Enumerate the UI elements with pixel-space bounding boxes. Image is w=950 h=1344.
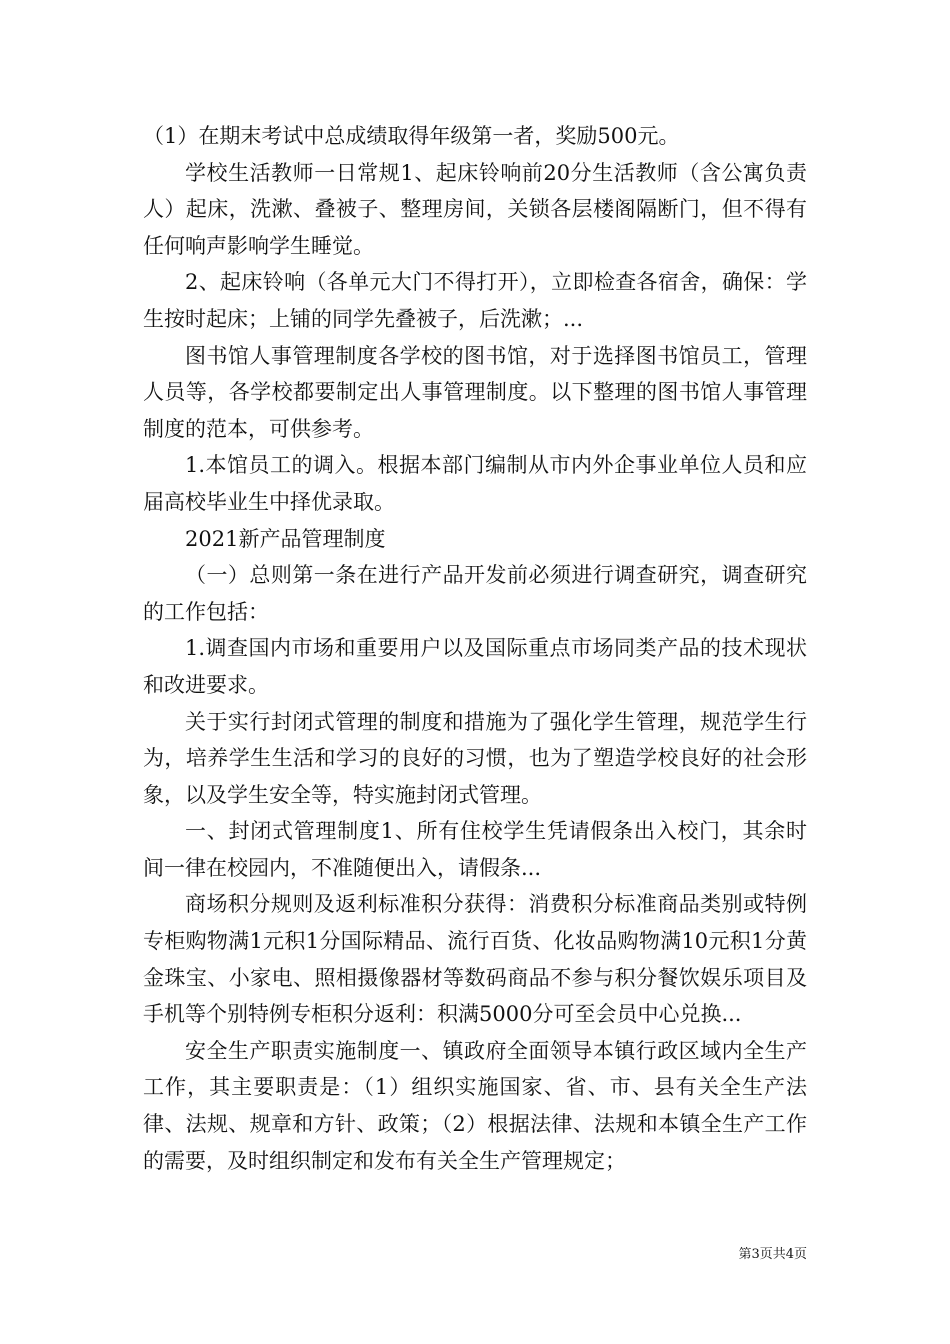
paragraph-dorm-teacher-routine: 学校生活教师一日常规1、起床铃响前20分生活教师（含公寓负责人）起床，洗漱、叠被子、整理房间，关锁各层楼阁隔断门，但不得有任何响声影响学生睡觉。	[143, 160, 807, 258]
paragraph-new-product-title: 2021新产品管理制度	[185, 526, 386, 551]
paragraph-staff-transfer: 1.本馆员工的调入。根据本部门编制从市内外企事业单位人员和应届高校毕业生中择优录取。	[143, 453, 807, 514]
paragraph-award: （1）在期末考试中总成绩取得年级第一者，奖励500元。	[143, 124, 680, 148]
paragraph-leave-slip: 一、封闭式管理制度1、所有住校学生凭请假条出入校门，其余时间一律在校园内，不准随便出入，请假条...	[143, 819, 807, 880]
paragraph-general-rules: （一）总则第一条在进行产品开发前必须进行调查研究，调查研究的工作包括：	[143, 563, 807, 624]
paragraph-market-survey: 1.调查国内市场和重要用户以及国际重点市场同类产品的技术现状和改进要求。	[143, 636, 807, 697]
paragraph-safety-duties: 安全生产职责实施制度一、镇政府全面领导本镇行政区域内全生产工作，其主要职责是：（1）组织实施国家、省、市、县有关全生产法律、法规、规章和方针、政策；（2）根据法律、法规和本镇全生产工作的需要，及时组织制定和发布有关全生产管理规定；	[143, 1038, 807, 1173]
paragraph-mall-points: 商场积分规则及返利标准积分获得：消费积分标准商品类别或特例专柜购物满1元积1分国际精品、流行百货、化妆品购物满10元积1分黄金珠宝、小家电、照相摄像器材等数码商品不参与积分餐饮娱乐项目及手机等个别特例专柜积分返利：积满5000分可至会员中心兑换...	[143, 892, 807, 1027]
page-number-footer: 第3页共4页	[738, 1247, 807, 1262]
paragraph-wakeup-bell: 2、起床铃响（各单元大门不得打开），立即检查各宿舍，确保：学生按时起床；上铺的同学先叠被子，后洗漱；...	[143, 270, 807, 331]
paragraph-library-personnel: 图书馆人事管理制度各学校的图书馆，对于选择图书馆员工，管理人员等，各学校都要制定出人事管理制度。以下整理的图书馆人事管理制度的范本，可供参考。	[143, 343, 807, 441]
paragraph-closed-management: 关于实行封闭式管理的制度和措施为了强化学生管理，规范学生行为，培养学生生活和学习的良好的习惯，也为了塑造学校良好的社会形象，以及学生安全等，特实施封闭式管理。	[143, 709, 807, 807]
document-body	[143, 118, 807, 1179]
